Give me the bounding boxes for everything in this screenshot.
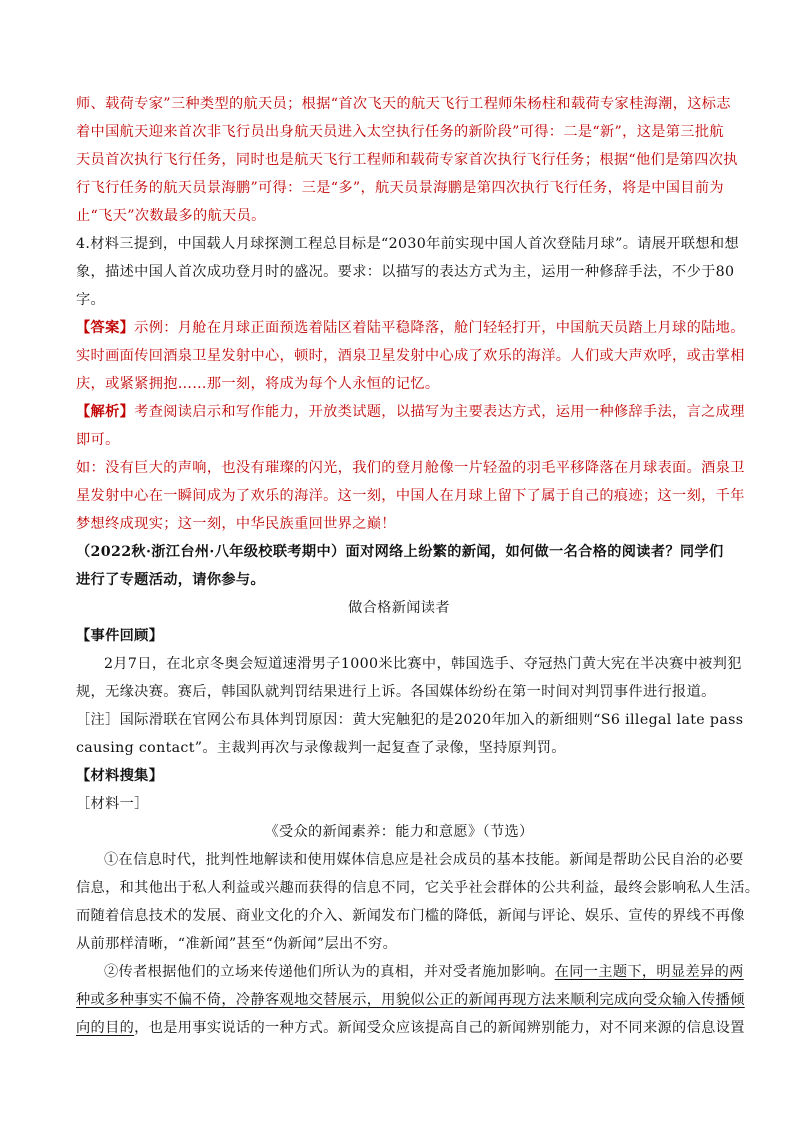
- document-page: [76, 90, 760, 1042]
- text-line: 行飞行任务的航天员景海鹏”可得：三是“多”，航天员景海鹏是第四次执行飞行任务，将是中国目前为: [76, 180, 724, 196]
- answer-tag: 【答案】: [76, 320, 135, 336]
- text-line: 庆，或紧紧拥抱……那一刻，将成为每个人永恒的记忆。: [76, 376, 440, 392]
- material-1-label: ［材料一］: [76, 796, 149, 812]
- text-line: [76, 986, 745, 1014]
- text-line: 实时画面传回酒泉卫星发射中心，顿时，酒泉卫星发射中心成了欢乐的海洋。人们或大声欢呼，或击掌相: [76, 348, 745, 364]
- text-line: （2022秋·浙江台州·八年级校联考期中）面对网络上纷繁的新闻，如何做一名合格的阅读者？同学们: [76, 544, 724, 560]
- underlined-text: 种或多种事实不偏不倚，冷静客观地交替展示，用貌似公正的新闻再现方法来顺利完成向受众输入传播倾: [76, 992, 745, 1008]
- analysis-text: 考查阅读启示和写作能力，开放类试题，以描写为主要表达方式，运用一种修辞手法，言之成理: [134, 404, 745, 420]
- section-title: 做合格新闻读者: [348, 600, 450, 616]
- text-line: 即可。: [76, 432, 120, 448]
- material-collection-heading: 【材料搜集】: [76, 768, 164, 784]
- note-line: ［注］国际滑联在官网公布具体判罚原因：黄大宪触犯的是2020年加入的新细则“S6 illegal late pass: [76, 712, 744, 728]
- question-4: [76, 230, 739, 314]
- text-line: 如：没有巨大的声响，也没有璀璨的闪光，我们的登月舱像一片轻盈的羽毛平移降落在月球表面。酒泉卫: [76, 460, 745, 476]
- text-line: 天员首次执行飞行任务，同时也是航天飞行工程师和载荷专家首次执行飞行任务；根据“他们是第四次执: [76, 152, 738, 168]
- text-line: [76, 1014, 745, 1042]
- plain-text: ，也是用事实说话的一种方式。新闻受众应该提高自己的新闻辨别能力，对不同来源的信息设置: [134, 1020, 745, 1036]
- text-line: 2月7日，在北京冬奥会短道速滑男子1000米比赛中，韩国选手、夺冠热门黄大宪在半决赛中被判犯: [104, 656, 742, 672]
- text-line: 着中国航天迎来首次非飞行员出身航天员进入太空执行任务的新阶段”可得：二是“新”，这是第三批航: [76, 124, 724, 140]
- text-line: 字。: [76, 292, 106, 308]
- text-line: 止“飞天”次数最多的航天员。: [76, 208, 266, 224]
- answer-text: 示例：月舱在月球正面预选着陆区着陆平稳降落，舱门轻轻打开，中国航天员踏上月球的陆地。: [134, 320, 745, 336]
- event-review-heading: 【事件回顾】: [76, 628, 164, 644]
- answer-block: [76, 314, 745, 398]
- text-line: [76, 398, 745, 426]
- material-collection: [76, 762, 760, 1042]
- text-line: 梦想终成现实；这一刻，中华民族重回世界之巅！: [76, 516, 396, 532]
- text-line: [76, 314, 745, 342]
- text-line: [76, 958, 744, 986]
- article-title: 《受众的新闻素养：能力和意愿》（节选）: [264, 824, 534, 840]
- text-line: ①在信息时代，批判性地解读和使用媒体信息应是社会成员的基本技能。新闻是帮助公民自治的必要: [104, 852, 744, 868]
- text-line: 规，无缘决赛。赛后，韩国队就判罚结果进行上诉。各国媒体纷纷在第一时间对判罚事件进行报道。: [76, 684, 716, 700]
- text-line: 信息，和其他出于私人利益或兴趣而获得的信息不同，它关乎社会群体的公共利益，最终会影响私人生活。: [76, 880, 760, 896]
- text-line: 进行了专题活动，请你参与。: [76, 572, 265, 588]
- event-review: [76, 622, 744, 762]
- analysis-tag: 【解析】: [76, 404, 135, 420]
- previous-answer-block: [76, 90, 738, 230]
- text-line: 而随着信息技术的发展、商业文化的介入、新闻发布门槛的降低，新闻与评论、娱乐、宣传的界线不再像: [76, 908, 745, 924]
- plain-text: ②传者根据他们的立场来传递他们所认为的真相，并对受者施加影响。: [104, 964, 555, 980]
- text-line: 4.材料三提到，中国载人月球探测工程总目标是“2030年前实现中国人首次登陆月球”。请展开联想和想: [76, 236, 739, 252]
- text-line: 星发射中心在一瞬间成为了欢乐的海洋。这一刻，中国人在月球上留下了属于自己的痕迹；这一刻，千年: [76, 488, 745, 504]
- text-line: 从前那样清晰，“准新闻”甚至“伪新闻”层出不穷。: [76, 936, 398, 952]
- analysis-block: [76, 398, 745, 538]
- note-line: causing contact”。主裁判再次与录像裁判一起复查了录像，坚持原判罚。: [76, 740, 566, 756]
- text-line: 师、载荷专家”三种类型的航天员；根据“首次飞天的航天飞行工程师朱杨柱和载荷专家桂海潮，这标志: [76, 96, 731, 112]
- underlined-text: 向的目的: [76, 1020, 135, 1036]
- text-line: 象，描述中国人首次成功登月时的盛况。要求：以描写的表达方式为主，运用一种修辞手法，不少于80: [76, 264, 735, 280]
- section-header: [76, 538, 722, 594]
- underlined-text: 在同一主题下，明显差异的两: [554, 964, 744, 980]
